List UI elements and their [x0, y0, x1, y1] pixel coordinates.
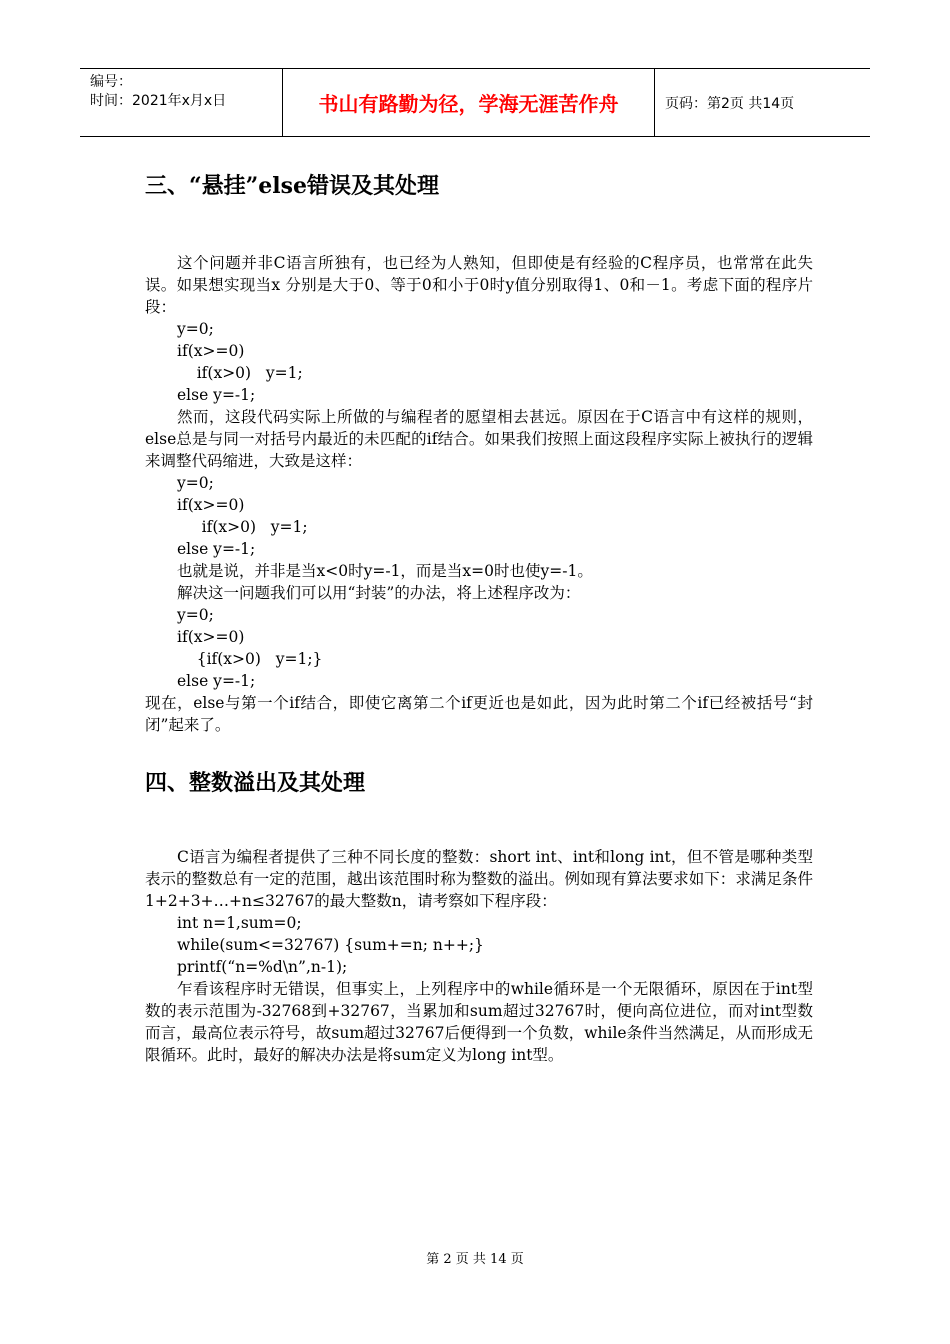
section3-code1 [145, 318, 813, 406]
code-line: y=0; [177, 474, 214, 492]
section3-body [145, 252, 813, 736]
section4-para1: C语言为编程者提供了三种不同长度的整数：short int、int和long int，但不管是哪种类型表示的整数总有一定的范围，越出该范围时称为整数的溢出。例如现有算法要求如下：求满足条件1+2+3+…+n≤32767的最大整数n，请考察如下程序段： [145, 848, 813, 910]
section4-title: 四、整数溢出及其处理 [145, 770, 366, 796]
header-page-label: 页码：第2页 共14页 [665, 95, 795, 112]
code-line: {if(x>0) y=1;} [177, 650, 323, 668]
code-line: else y=-1; [177, 672, 256, 690]
section3-para5: 现在，else与第一个if结合，即使它离第二个if更近也是如此，因为此时第二个if已经被括号“封闭”起来了。 [145, 694, 813, 734]
header-motto: 书山有路勤为径，学海无涯苦作舟 [318, 92, 619, 116]
header-page-cell [655, 69, 870, 136]
section4-code1 [145, 912, 813, 978]
time-label: 时间：2021年x月x日 [90, 93, 227, 109]
code-line: y=0; [177, 606, 214, 624]
code-line: if(x>0) y=1; [177, 364, 303, 382]
code-line: int n=1,sum=0; [177, 914, 302, 932]
page-footer: 第 2 页 共 14 页 [426, 1252, 524, 1267]
code-line: while(sum<=32767) {sum+=n; n++;} [177, 936, 484, 954]
code-line: else y=-1; [177, 540, 256, 558]
section4-body [145, 846, 813, 1066]
header-meta [80, 69, 282, 136]
section3-code2 [145, 472, 813, 560]
section3-para3: 也就是说，并非是当x<0时y=-1，而是当x=0时也使y=-1。 [177, 562, 593, 580]
number-label: 编号： [90, 74, 132, 90]
code-line: if(x>0) y=1; [177, 518, 308, 536]
code-line: if(x>=0) [177, 628, 245, 646]
header-motto-cell [282, 69, 655, 136]
section3-para1: 这个问题并非C语言所独有，也已经为人熟知，但即使是有经验的C程序员，也常常在此失误。如果想实现当x 分别是大于0、等于0和小于0时y值分别取得1、0和－1。考虑下面的程序片段： [145, 254, 813, 316]
code-line: if(x>=0) [177, 342, 245, 360]
section3-para4: 解决这一问题我们可以用“封装”的办法，将上述程序改为： [177, 584, 581, 602]
section4-para2: 乍看该程序时无错误，但事实上，上列程序中的while循环是一个无限循环，原因在于int型数的表示范围为-32768到+32767，当累加和sum超过32767时，便向高位进位，而对int型数而言，最高位表示符号，故sum超过32767后便得到一个负数，while条件当然满足，从而形成无限循环。此时，最好的解决办法是将sum定义为long int型。 [145, 980, 813, 1064]
code-line: if(x>=0) [177, 496, 245, 514]
section3-para2: 然而，这段代码实际上所做的与编程者的愿望相去甚远。原因在于C语言中有这样的规则，else总是与同一对括号内最近的未匹配的if结合。如果我们按照上面这段程序实际上被执行的逻辑来调整代码缩进，大致是这样： [145, 408, 813, 470]
section3-title: 三、“悬挂”else错误及其处理 [145, 173, 440, 199]
code-line: else y=-1; [177, 386, 256, 404]
code-line: printf(“n=%d\n”,n-1); [177, 958, 348, 976]
code-line: y=0; [177, 320, 214, 338]
page-header [80, 68, 870, 137]
section3-code3 [145, 604, 813, 692]
